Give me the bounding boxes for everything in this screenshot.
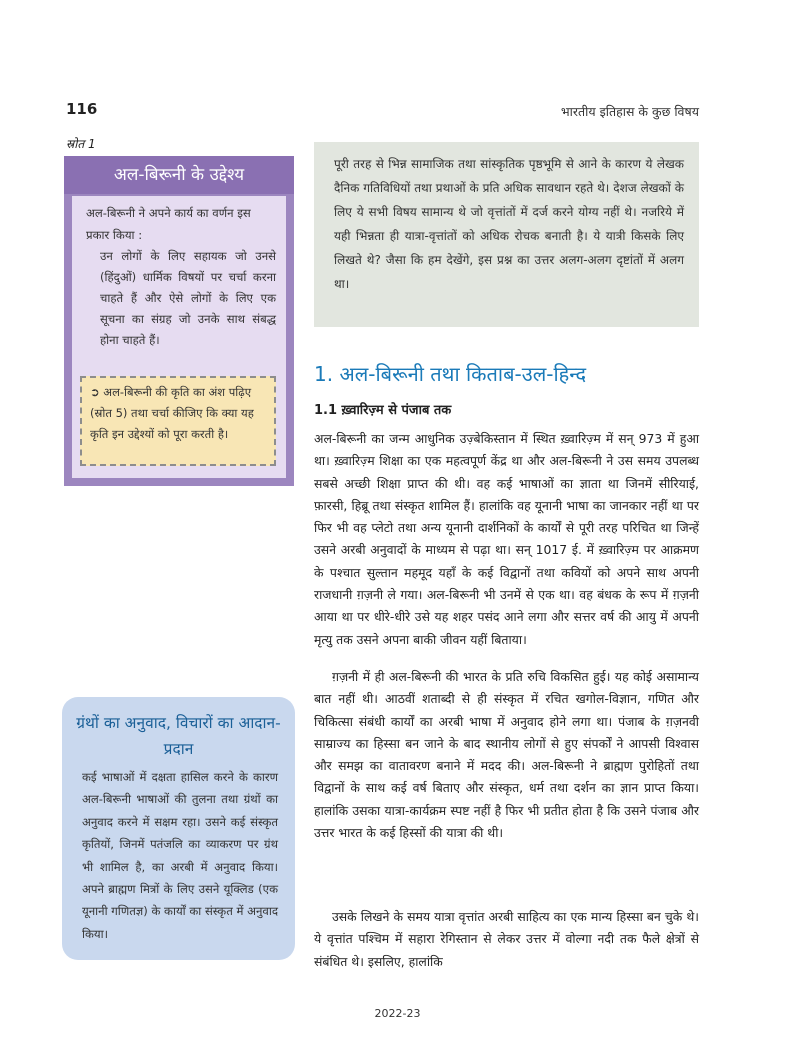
paragraph: ग़ज़नी में ही अल-बिरूनी की भारत के प्रति रुचि विकसित हुई। यह कोई असामान्य बात नहीं थी। आठवीं शताब्दी से ही संस्कृत में रचित खगोल-विज्ञान, गणित और चिकित्सा संबंधी कार्यों का अरबी भाषा में अनुवाद होने लगा था। पंजाब के ग़ज़नवी साम्राज्य का हिस्सा बन जाने के बाद स्थानीय लोगों से हुए संपर्कों ने आपसी विश्वास और समझ का वातावरण बनाने में मदद की। अल-बिरूनी ने ब्राह्मण पुरोहितों तथा विद्वानों के साथ कई वर्ष बिताए और संस्कृत, धर्म तथा दर्शन का ज्ञान प्राप्त किया। हालांकि उसका यात्रा-कार्यक्रम स्पष्ट नहीं है फिर भी प्रतीत होता है कि उसने पंजाब और उत्तर भारत के कई हिस्सों की यात्रा की थी। <box>314 669 699 841</box>
sidebar-box-title: अल-बिरूनी के उद्देश्य <box>64 156 294 194</box>
sidebar-box-text: कई भाषाओं में दक्षता हासिल करने के कारण अल-बिरूनी भाषाओं की तुलना तथा ग्रंथों का अनुवाद करने में सक्षम रहा। उसने कई संस्कृत कृतियों, जिनमें पतंजलि का व्याकरण पर ग्रंथ भी शामिल है, का अरबी में अनुवाद किया। अपने ब्राह्मण मित्रों के लिए उसने यूक्लिड (एक यूनानी गणितज्ञ) के कार्यों का संस्कृत में अनुवाद किया। <box>82 770 279 941</box>
sidebar-box-quote: उन लोगों के लिए सहायक जो उनसे (हिंदुओं) धार्मिक विषयों पर चर्चा करना चाहते हैं और ऐसे लोगों के लिए एक सूचना का संग्रह जो उनके साथ संबद्ध होना चाहते हैं। <box>100 249 276 347</box>
activity-box <box>80 376 276 466</box>
running-header: भारतीय इतिहास के कुछ विषय <box>560 104 699 119</box>
section-title: 1. अल-बिरूनी तथा किताब-उल-हिन्द <box>314 362 587 386</box>
paragraph: उसके लिखने के समय यात्रा वृत्तांत अरबी साहित्य का एक मान्य हिस्सा बन चुके थे। ये वृत्तांत पश्चिम में सहारा रेगिस्तान से लेकर उत्तर में वोल्गा नदी तक फैले क्षेत्रों से संबंधित थे। इसलिए, हालांकि <box>314 909 699 969</box>
sidebar-box-title: ग्रंथों का अनुवाद, विचारों का आदान-प्रदान <box>76 714 281 758</box>
footer-year: 2022-23 <box>374 1007 421 1020</box>
page-number: 116 <box>66 100 98 118</box>
intro-text: पूरी तरह से भिन्न सामाजिक तथा सांस्कृतिक पृष्ठभूमि से आने के कारण ये लेखक दैनिक गतिविधियों तथा प्रथाओं के प्रति अधिक सावधान रहते थे। देशज लेखकों के लिए ये सभी विषय सामान्य थे जो वृत्तांतों में दर्ज करने योग्य नहीं थे। नजरिये में यही भिन्नता ही यात्रा-वृत्तांतों को अधिक रोचक बनाती है। ये यात्री किसके लिए लिखते थे? जैसा कि हम देखेंगे, इस प्रश्न का उत्तर अलग-अलग दृष्टांतों में अलग था। <box>334 157 684 291</box>
paragraph: अल-बिरूनी का जन्म आधुनिक उज़्बेकिस्तान में स्थित ख़्वारिज़्म में सन् 973 में हुआ था। ख़्वारिज़्म शिक्षा का एक महत्वपूर्ण केंद्र था और अल-बिरूनी ने उस समय उपलब्ध सबसे अच्छी शिक्षा प्राप्त की थी। वह कई भाषाओं का ज्ञाता था जिनमें सीरियाई, फ़ारसी, हिब्रू तथा संस्कृत शामिल हैं। हालांकि वह यूनानी भाषा का जानकार नहीं था पर फिर भी वह प्लेटो तथा अन्य यूनानी दार्शनिकों के कार्यों से पूरी तरह परिचित था जिन्हें उसने अरबी अनुवादों के माध्यम से पढ़ा था। सन् 1017 ई. में ख़्वारिज़्म पर आक्रमण के पश्चात सुल्तान महमूद यहाँ के कई विद्वानों तथा कवियों को अपने साथ अपनी राजधानी ग़ज़नी ले गया। अल-बिरूनी भी उनमें से एक था। वह बंधक के रूप में ग़ज़नी आया था पर धीरे-धीरे उसे यह शहर पसंद आने लगा और सत्तर वर्ष की आयु में अपनी मृत्यु तक उसने अपना बाकी जीवन यहीं बिताया। <box>314 431 699 647</box>
source-label: स्रोत 1 <box>66 137 96 151</box>
subsection-title: 1.1 ख़्वारिज़्म से पंजाब तक <box>314 403 452 418</box>
activity-text: अल-बिरूनी की कृति का अंश पढ़िए (स्रोत 5) तथा चर्चा कीजिए कि क्या यह कृति इन उद्देश्यों को पूरा करती है। <box>90 385 254 441</box>
arrow-icon: ➲ <box>90 385 104 399</box>
sidebar-box-body: अल-बिरूनी ने अपने कार्य का वर्णन इस प्रकार किया : <box>86 206 251 242</box>
